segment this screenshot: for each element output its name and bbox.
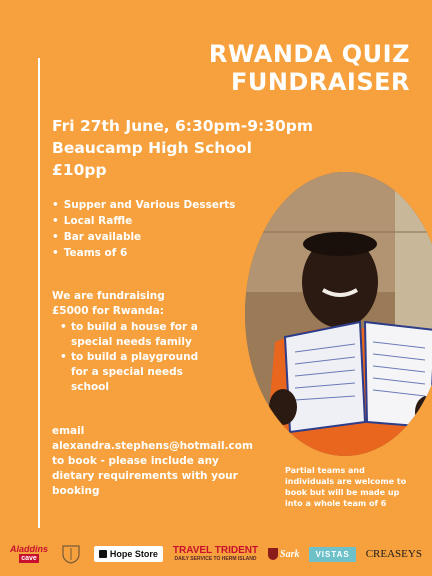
contact-label: email xyxy=(52,425,85,437)
travel-trident-name: TRAVEL TRIDENT xyxy=(172,545,259,556)
vistas-name: VISTAS xyxy=(315,549,350,559)
goal-text-line: for a special needs xyxy=(71,366,183,378)
feature-item: • Teams of 6 xyxy=(52,245,235,261)
partial-teams-line: book but will be made up xyxy=(285,488,400,497)
child-photo-illustration xyxy=(245,172,432,456)
sponsor-creaseys-logo xyxy=(366,548,422,560)
sponsor-hope-store-logo xyxy=(94,546,163,562)
goal-text-line: school xyxy=(71,381,109,393)
partial-teams-line: into a whole team of 6 xyxy=(285,499,387,508)
contact-email[interactable]: alexandra.stephens@hotmail.com xyxy=(52,440,253,452)
contact-line-1: to book - please include any xyxy=(52,455,219,467)
sponsor-sark-logo xyxy=(268,548,299,560)
feature-item: • Local Raffle xyxy=(52,213,235,229)
goal-item xyxy=(60,320,198,350)
hope-store-icon xyxy=(99,550,107,558)
aladdins-name: Aladdins xyxy=(10,544,49,554)
event-details xyxy=(52,115,313,181)
aladdins-sub: cave xyxy=(21,555,37,562)
child-photo xyxy=(245,172,432,456)
event-venue: Beaucamp High School xyxy=(52,139,252,157)
event-date-time: Fri 27th June, 6:30pm-9:30pm xyxy=(52,117,314,135)
features-list xyxy=(52,197,235,261)
goal-item xyxy=(60,350,198,395)
sark-shield-icon xyxy=(268,548,278,560)
sponsor-crest-logo xyxy=(58,544,84,564)
fundraising-line-1: We are fundraising xyxy=(52,290,165,302)
feature-item: • Bar available xyxy=(52,229,235,245)
event-price: £10pp xyxy=(52,161,107,179)
contact-line-3: booking xyxy=(52,485,100,497)
decorative-divider-line xyxy=(38,58,40,528)
creaseys-name: CREASEYS xyxy=(365,548,422,560)
sponsor-logos xyxy=(0,540,432,568)
sponsor-vistas-logo xyxy=(309,547,355,562)
sponsor-travel-trident-logo xyxy=(173,546,258,562)
goal-text-line: • to build a house for a xyxy=(71,321,198,333)
fundraising-section xyxy=(52,289,198,395)
fundraising-line-2: £5000 for Rwanda: xyxy=(52,305,164,317)
partial-teams-line: Partial teams and xyxy=(285,466,365,475)
sark-name: Sark xyxy=(280,548,300,560)
crest-icon xyxy=(60,544,82,564)
goal-text-line: • to build a playground xyxy=(71,351,199,363)
contact-line-2: dietary requirements with your xyxy=(52,470,238,482)
poster-title xyxy=(70,40,410,96)
partial-teams-note xyxy=(285,465,415,509)
goal-text-line: special needs family xyxy=(71,336,192,348)
travel-trident-tagline: DAILY SERVICE TO HERM ISLAND xyxy=(174,556,257,562)
hope-store-name: Hope Store xyxy=(109,549,158,559)
title-line-1: RWANDA QUIZ xyxy=(208,40,410,68)
sponsor-aladdins-logo xyxy=(10,545,48,563)
title-line-2: FUNDRAISER xyxy=(230,68,410,96)
feature-item: • Supper and Various Desserts xyxy=(52,197,235,213)
fundraising-goals xyxy=(60,320,198,395)
partial-teams-line: individuals are welcome to xyxy=(285,477,407,486)
contact-section xyxy=(52,424,277,499)
